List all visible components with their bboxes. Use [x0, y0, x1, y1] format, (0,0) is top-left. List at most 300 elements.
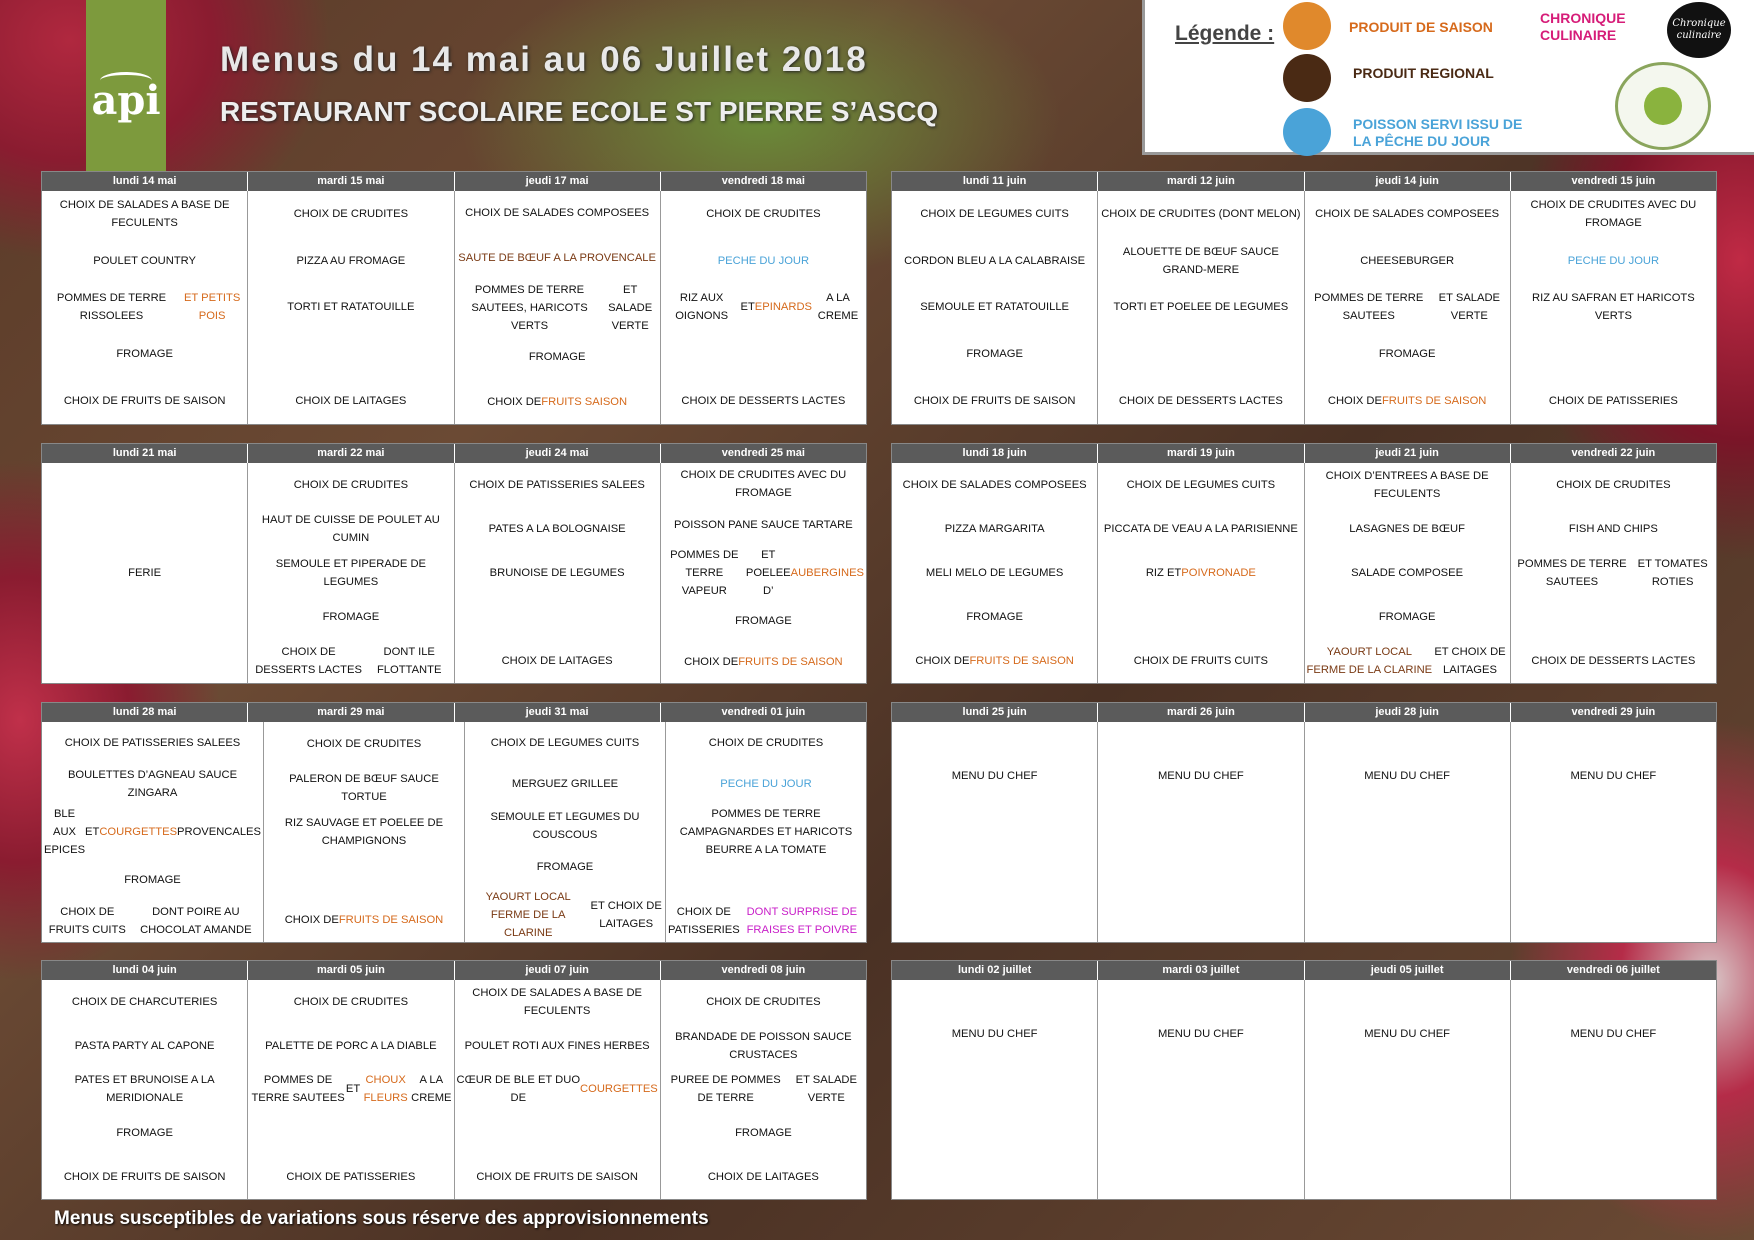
- menu-course: [661, 191, 866, 238]
- menu-course: [248, 639, 453, 683]
- menu-text: FROMAGE: [322, 611, 380, 623]
- day-menu: [661, 191, 866, 424]
- menu-text: CHOIX DE SALADES COMPOSEES: [465, 207, 650, 220]
- menu-text: SALADE COMPOSEE: [1351, 567, 1464, 579]
- menu-course: [42, 238, 247, 285]
- menu-text: FROMAGE: [966, 348, 1023, 361]
- menu-row: [892, 463, 1716, 683]
- menu-text: CHOIX DE FRUITS DE SAISON: [63, 1171, 226, 1184]
- menu-text: CHEESEBURGER: [1360, 254, 1455, 267]
- day-header: mardi 05 juin: [248, 961, 454, 980]
- menu-course: [661, 331, 866, 378]
- day-header: vendredi 08 juin: [721, 964, 806, 976]
- menu-course: [248, 980, 453, 1024]
- day-header: vendredi 18 mai: [721, 175, 805, 187]
- menu-text: FRUITS DE SAISON: [738, 656, 843, 669]
- menu-course: [661, 1024, 866, 1068]
- menu-course: [892, 595, 1097, 639]
- menu-text: COURGETTES: [580, 1083, 658, 1096]
- menu-course: [1098, 377, 1303, 424]
- menu-course: [455, 1024, 660, 1068]
- menu-text: CHOIX DE LAITAGES: [707, 1171, 819, 1184]
- day-header-row: [892, 961, 1716, 980]
- menu-row: [892, 980, 1716, 1199]
- menu-text: DONT ILE FLOTTANTE: [376, 646, 442, 676]
- menu-course: [455, 236, 660, 281]
- legend-item-regional: PRODUIT REGIONAL: [1353, 65, 1494, 81]
- day-header-row: [42, 961, 866, 980]
- menu-row: [42, 980, 866, 1199]
- menu-course: [1511, 595, 1716, 639]
- menu-text: FRUITS DE SAISON: [969, 655, 1074, 667]
- menu-text: CHOIX DE DESSERTS LACTES: [681, 394, 846, 407]
- menu-course: [892, 284, 1097, 331]
- menu-course: [661, 546, 866, 600]
- menu-text: CHOIX DE: [1327, 394, 1382, 407]
- day-header: jeudi 14 juin: [1305, 172, 1511, 191]
- day-menu: [1511, 191, 1716, 424]
- menu-text: FRUITS DE SAISON: [1381, 394, 1487, 407]
- menu-course: [1511, 191, 1716, 238]
- menu-course: [1098, 551, 1303, 595]
- menu-text: RIZ ET: [1145, 567, 1182, 579]
- day-menu: [264, 722, 465, 942]
- menu-course: [1511, 284, 1716, 331]
- day-header: vendredi 06 juillet: [1566, 964, 1660, 976]
- region-map-icon: [1283, 54, 1331, 102]
- menu-course: [892, 377, 1097, 424]
- day-header: mardi 19 juin: [1098, 444, 1304, 463]
- menu-course: [1098, 191, 1303, 238]
- menu-text: ALOUETTE DE BŒUF SAUCE GRAND-MERE: [1122, 245, 1279, 276]
- menu-text: ET POELEE D’: [745, 549, 791, 597]
- menu-text: POISSON PANE SAUCE TARTARE: [674, 519, 853, 532]
- menu-course: [666, 764, 866, 806]
- menu-text: CHOIX DE CRUDITES: [293, 479, 409, 491]
- menu-course: [455, 639, 660, 683]
- menu-course: [264, 722, 464, 766]
- fishing-boat-icon: [1283, 108, 1331, 156]
- menu-course: [1305, 191, 1510, 238]
- menu-text: CHOIX DE CHARCUTERIES: [71, 995, 218, 1008]
- menu-course: [465, 722, 665, 764]
- legend-item-fish: POISSON SERVI ISSU DE LA PÊCHE DU JOUR: [1353, 116, 1523, 149]
- menu-text: CHOIX DE SALADES COMPOSEES: [1315, 208, 1500, 221]
- menu-seal-logo: [1615, 62, 1711, 150]
- chef-menu-label: MENU DU CHEF: [1570, 1028, 1657, 1040]
- day-header: mardi 15 mai: [248, 172, 454, 191]
- day-header: vendredi 29 juin: [1571, 706, 1656, 718]
- menu-text: SAUTE DE BŒUF A LA PROVENCALE: [458, 252, 656, 265]
- chef-menu-label: MENU DU CHEF: [1157, 770, 1244, 782]
- menu-row: [42, 463, 866, 683]
- week-table: [891, 171, 1717, 425]
- day-header: jeudi 17 mai: [455, 172, 661, 191]
- menu-text: CHOIX DE PATISSERIES: [667, 906, 740, 937]
- menu-course: [248, 551, 453, 595]
- menu-course: [1511, 507, 1716, 551]
- day-menu: [892, 722, 1098, 942]
- menu-text: POULET COUNTRY: [93, 254, 197, 267]
- day-menu: [42, 463, 248, 683]
- menu-course: [661, 600, 866, 642]
- chef-hat-icon: [1283, 2, 1331, 50]
- menu-text: SEMOULE ET RATATOUILLE: [920, 301, 1070, 314]
- page-subtitle: RESTAURANT SCOLAIRE ECOLE ST PIERRE S’ASCQ: [220, 96, 939, 127]
- menu-text: BRANDADE DE POISSON SAUCE CRUSTACES: [675, 1030, 852, 1061]
- apple-icon: [1644, 87, 1682, 125]
- menu-text: FRUITS DE SAISON: [338, 914, 444, 926]
- day-menu: [455, 980, 661, 1199]
- menu-course: [42, 901, 263, 943]
- menu-course: [661, 238, 866, 285]
- menu-text: ET SALADE VERTE: [608, 283, 653, 332]
- menu-text: SEMOULE ET LEGUMES DU COUSCOUS: [490, 810, 640, 841]
- menu-text: FROMAGE: [536, 861, 594, 874]
- menu-course: [465, 888, 665, 942]
- menu-text: YAOURT LOCAL FERME DE LA CLARINE: [485, 891, 571, 939]
- menu-text: POMMES DE TERRE SAUTEES, HARICOTS VERTS: [471, 283, 588, 332]
- day-header: mardi 22 mai: [248, 444, 454, 463]
- menu-course: [661, 463, 866, 505]
- menu-course: [264, 854, 464, 898]
- menu-text: FROMAGE: [1378, 348, 1436, 361]
- menu-text: DONT POIRE AU CHOCOLAT AMANDE: [140, 906, 252, 937]
- menu-text: CHOIX DE FRUITS CUITS: [48, 906, 126, 937]
- day-menu: [1098, 722, 1304, 942]
- menu-course: [661, 377, 866, 424]
- menu-course: [42, 805, 263, 859]
- menu-text: RIZ SAUVAGE ET POELEE DE CHAMPIGNONS: [284, 817, 444, 847]
- menu-text: ET CHOIX DE LAITAGES: [1434, 646, 1506, 676]
- menu-text: PUREE DE POMMES DE TERRE: [670, 1074, 781, 1105]
- day-header: jeudi 24 mai: [455, 444, 661, 463]
- menu-text: CHOIX DE PATISSERIES SALEES: [469, 479, 645, 491]
- menu-text: CHOIX DE SALADES A BASE DE FECULENTS: [472, 986, 642, 1017]
- menu-text: ET TOMATES ROTIES: [1637, 558, 1708, 588]
- menu-course: [42, 722, 263, 764]
- menu-text: ET SALADE VERTE: [1438, 292, 1501, 323]
- day-menu: [248, 463, 454, 683]
- menu-text: FRUITS SAISON: [541, 395, 628, 408]
- menu-course: [1098, 595, 1303, 639]
- legend-title: Légende :: [1175, 22, 1275, 45]
- week-table: [891, 443, 1717, 684]
- menu-course: [661, 505, 866, 547]
- day-header: lundi 28 mai: [42, 703, 248, 722]
- day-header: vendredi 01 juin: [721, 706, 806, 718]
- menu-text: CHOIX DE SALADES COMPOSEES: [902, 479, 1087, 491]
- day-menu: [1098, 191, 1304, 424]
- day-header-row: [42, 703, 866, 722]
- day-menu: [892, 980, 1098, 1199]
- menu-course: [42, 764, 263, 806]
- menu-course: [42, 1068, 247, 1112]
- menu-text: CHOIX DE PATISSERIES SALEES: [64, 736, 241, 749]
- menu-text: PICCATA DE VEAU A LA PARISIENNE: [1103, 523, 1298, 535]
- menu-course: [1098, 331, 1303, 378]
- menu-text: CHOIX DE DESSERTS LACTES: [1118, 394, 1283, 407]
- footer-note: Menus susceptibles de variations sous réserve des approvisionnements: [54, 1208, 709, 1229]
- menu-course: [1511, 331, 1716, 378]
- menu-course: [248, 377, 453, 424]
- menu-course: [1511, 377, 1716, 424]
- menu-course: [264, 766, 464, 810]
- logo-text: api: [91, 76, 161, 124]
- chef-menu-label: MENU DU CHEF: [951, 770, 1038, 782]
- day-menu: [1511, 980, 1716, 1199]
- legend-item-chronique: CHRONIQUE CULINAIRE: [1540, 10, 1626, 43]
- menu-course: [661, 284, 866, 331]
- menu-text: CHOIX DE LAITAGES: [501, 655, 613, 667]
- menu-text: ET: [85, 826, 100, 838]
- holiday-label: FERIE: [128, 567, 162, 579]
- menu-course: [1305, 238, 1510, 285]
- menu-text: CHOIX DE LAITAGES: [295, 394, 407, 407]
- menu-text: POIVRONADE: [1181, 567, 1256, 579]
- menu-text: CHOIX DE LEGUMES CUITS: [1126, 479, 1276, 491]
- menu-text: PIZZA MARGARITA: [944, 523, 1045, 535]
- day-header: jeudi 28 juin: [1305, 703, 1511, 722]
- day-header: vendredi 25 mai: [721, 447, 805, 459]
- menu-text: PECHE DU JOUR: [720, 778, 812, 791]
- menu-course: [1511, 639, 1716, 683]
- menu-row: [42, 191, 866, 424]
- menu-text: AUBERGINES: [790, 567, 864, 579]
- day-header: lundi 25 juin: [892, 703, 1098, 722]
- menu-course: [455, 551, 660, 595]
- day-header: mardi 29 mai: [248, 703, 454, 722]
- menu-text: CHOIX DE CRUDITES: [1556, 479, 1671, 491]
- menu-text: CHOIX DE FRUITS DE SAISON: [913, 394, 1076, 407]
- menu-course: [248, 595, 453, 639]
- page-title: Menus du 14 mai au 06 Juillet 2018: [220, 40, 868, 79]
- menu-text: YAOURT LOCAL FERME DE LA CLARINE: [1306, 646, 1433, 676]
- menu-course: [42, 377, 247, 424]
- day-header: mardi 26 juin: [1098, 703, 1304, 722]
- menu-course: [666, 859, 866, 901]
- chef-menu-label: MENU DU CHEF: [1364, 770, 1451, 782]
- menu-text: CHOIX DE CRUDITES (DONT MELON): [1101, 208, 1301, 221]
- menu-course: [1098, 639, 1303, 683]
- menu-course: [455, 980, 660, 1024]
- menu-text: FROMAGE: [116, 1127, 173, 1140]
- menu-course: [465, 805, 665, 847]
- legend-item-seasonal: PRODUIT DE SAISON: [1349, 19, 1493, 35]
- menu-text: ET PETITS POIS: [183, 292, 241, 323]
- day-menu: [1098, 463, 1304, 683]
- menu-text: MELI MELO DE LEGUMES: [925, 567, 1064, 579]
- day-header: jeudi 31 mai: [455, 703, 661, 722]
- menu-text: BOULETTES D’AGNEAU SAUCE ZINGARA: [67, 769, 238, 800]
- menu-text: CORDON BLEU A LA CALABRAISE: [904, 254, 1086, 267]
- menu-text: PALETTE DE PORC A LA DIABLE: [265, 1039, 437, 1052]
- menu-text: SEMOULE ET PIPERADE DE LEGUMES: [275, 558, 426, 588]
- chef-menu-label: MENU DU CHEF: [1570, 770, 1657, 782]
- menu-course: [1098, 284, 1303, 331]
- menu-text: CHOIX DE CRUDITES: [706, 995, 821, 1008]
- menu-course: [1511, 463, 1716, 507]
- menu-text: POMMES DE TERRE VAPEUR: [670, 549, 739, 597]
- menu-text: POULET ROTI AUX FINES HERBES: [464, 1039, 650, 1052]
- menu-course: [248, 284, 453, 331]
- menu-text: CHOIX DE FRUITS CUITS: [1133, 655, 1268, 667]
- week-table: [891, 702, 1717, 943]
- menu-text: PASTA PARTY AL CAPONE: [74, 1039, 215, 1052]
- menu-course: [264, 898, 464, 942]
- menu-course: [455, 1111, 660, 1155]
- menu-course: [465, 847, 665, 889]
- menu-text: CHOIX DE: [487, 395, 542, 408]
- legend-panel: [1142, 0, 1754, 155]
- menu-course: [1305, 551, 1510, 595]
- menu-text: CHOIX DE: [915, 655, 970, 667]
- day-menu: [42, 722, 264, 942]
- menu-course: [892, 463, 1097, 507]
- menu-course: [661, 1068, 866, 1112]
- menu-course: [1305, 377, 1510, 424]
- menu-text: BLE AUX EPICES: [44, 808, 86, 856]
- menu-text: FROMAGE: [124, 873, 181, 886]
- menu-text: ET: [740, 301, 755, 314]
- menu-text: DONT SURPRISE DE FRAISES ET POIVRE: [746, 906, 858, 937]
- menu-row: [892, 722, 1716, 942]
- menu-course: [455, 1068, 660, 1112]
- menu-text: CHOIX DE LEGUMES CUITS: [490, 736, 640, 749]
- day-menu: [1098, 980, 1304, 1199]
- menu-text: FROMAGE: [735, 614, 792, 627]
- chef-menu-label: MENU DU CHEF: [1364, 1028, 1451, 1040]
- menu-text: RIZ AUX OIGNONS: [675, 292, 729, 323]
- menu-text: CHOIX DE CRUDITES: [306, 738, 422, 750]
- menu-text: PATES ET BRUNOISE A LA MERIDIONALE: [74, 1074, 215, 1105]
- menu-text: CHOIX DE CRUDITES AVEC DU FROMAGE: [1530, 199, 1697, 230]
- day-menu: [661, 980, 866, 1199]
- day-header: lundi 18 juin: [892, 444, 1098, 463]
- day-menu: [892, 191, 1098, 424]
- menu-course: [1098, 463, 1303, 507]
- day-menu: [465, 722, 666, 942]
- menu-course: [248, 1068, 453, 1112]
- day-header: vendredi 15 juin: [1571, 175, 1656, 187]
- day-header: vendredi 22 juin: [1571, 447, 1656, 459]
- menu-course: [465, 764, 665, 806]
- menu-text: CHOIX DE CRUDITES: [708, 736, 824, 749]
- menu-course: [892, 331, 1097, 378]
- menu-course: [1098, 507, 1303, 551]
- menu-course: [42, 1111, 247, 1155]
- menu-text: LASAGNES DE BŒUF: [1349, 523, 1465, 535]
- day-menu: [666, 722, 866, 942]
- menu-course: [1305, 595, 1510, 639]
- menu-course: [661, 1111, 866, 1155]
- menu-course: [1511, 238, 1716, 285]
- menu-text: PIZZA AU FROMAGE: [296, 254, 406, 267]
- menu-text: CHOIX DE: [684, 656, 739, 669]
- menu-course: [455, 379, 660, 424]
- day-menu: [1305, 191, 1511, 424]
- day-header: jeudi 07 juin: [455, 961, 661, 980]
- menu-course: [661, 642, 866, 684]
- menu-course: [455, 463, 660, 507]
- week-table: [41, 702, 867, 943]
- menu-text: COURGETTES: [99, 826, 178, 838]
- menu-course: [248, 1155, 453, 1199]
- day-header-row: [892, 703, 1716, 722]
- menu-course: [42, 284, 247, 331]
- menu-course: [248, 1111, 453, 1155]
- menu-text: TORTI ET POELEE DE LEGUMES: [1113, 301, 1289, 314]
- menu-text: CHOIX DE PATISSERIES: [286, 1171, 416, 1184]
- day-menu: [42, 191, 248, 424]
- day-menu: [455, 191, 661, 424]
- menu-course: [42, 1024, 247, 1068]
- week-table: [891, 960, 1717, 1200]
- menu-text: EPINARDS: [754, 301, 812, 314]
- day-menu: [248, 980, 454, 1199]
- day-header: lundi 14 mai: [42, 172, 248, 191]
- day-menu: [661, 463, 866, 683]
- menu-course: [892, 238, 1097, 285]
- chronique-badge: Chronique culinaire: [1667, 2, 1731, 58]
- day-header-row: [42, 172, 866, 191]
- day-menu: [1511, 463, 1716, 683]
- menu-course: [264, 810, 464, 854]
- day-header: mardi 12 juin: [1098, 172, 1304, 191]
- menu-text: PATES A LA BOLOGNAISE: [488, 523, 626, 535]
- week-table: [41, 960, 867, 1200]
- week-table: [41, 443, 867, 684]
- day-header-row: [42, 444, 866, 463]
- menu-text: CHOIX DE CRUDITES: [706, 208, 821, 221]
- menu-text: TORTI ET RATATOUILLE: [287, 301, 415, 314]
- menu-course: [248, 1024, 453, 1068]
- menu-text: ET: [345, 1083, 361, 1096]
- menu-text: A LA CREME: [817, 292, 859, 323]
- menu-course: [42, 1155, 247, 1199]
- menu-course: [661, 980, 866, 1024]
- menu-text: FISH AND CHIPS: [1568, 523, 1658, 535]
- menu-text: CHOIX DE: [284, 914, 339, 926]
- menu-course: [1098, 238, 1303, 285]
- menu-course: [1511, 551, 1716, 595]
- week-table: [41, 171, 867, 425]
- menu-course: [666, 722, 866, 764]
- menu-row: [42, 722, 866, 942]
- day-header: jeudi 21 juin: [1305, 444, 1511, 463]
- menu-course: [892, 551, 1097, 595]
- menu-text: CHOIX D’ENTREES A BASE DE FECULENTS: [1325, 470, 1489, 500]
- menu-course: [892, 507, 1097, 551]
- menu-text: CHOIX DE PATISSERIES: [1548, 394, 1678, 407]
- menu-course: [1305, 284, 1510, 331]
- menu-course: [455, 507, 660, 551]
- day-header-row: [892, 444, 1716, 463]
- menu-text: A LA CREME: [411, 1074, 452, 1105]
- menu-text: HAUT DE CUISSE DE POULET AU CUMIN: [261, 514, 440, 544]
- day-menu: [248, 191, 454, 424]
- menu-text: POMMES DE TERRE RISSOLEES: [56, 292, 167, 323]
- menu-course: [1305, 331, 1510, 378]
- menu-course: [1305, 639, 1510, 683]
- menu-course: [892, 639, 1097, 683]
- menu-text: CHOUX FLEURS: [363, 1074, 408, 1105]
- menu-course: [666, 805, 866, 859]
- menu-text: CHOIX DE FRUITS DE SAISON: [476, 1171, 638, 1184]
- menu-course: [42, 980, 247, 1024]
- api-logo: [86, 0, 166, 172]
- menu-text: CHOIX DE DESSERTS LACTES: [1531, 655, 1696, 667]
